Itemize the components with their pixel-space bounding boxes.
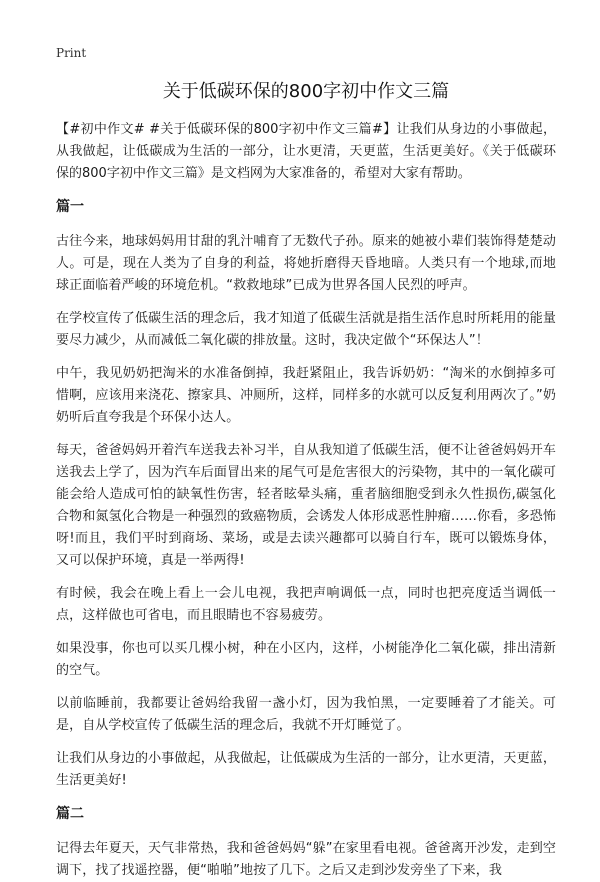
paragraph: 每天，爸爸妈妈开着汽车送我去补习半，自从我知道了低碳生活，便不让爸爸妈妈开车送我去上学了，因为汽车后面冒出来的尾气可是危害很大的污染物，其中的一氧化碳可能会给人造成可怕的缺氧性伤害，轻者眩晕头痛，重者脑细胞受到永久性损伤,碳氢化合物和氮氢化合物是一种强烈的致癌物质，会诱发人体形成恶性肿瘤……你看，多恐怖呀!而且，我们平时到商场、菜场，或是去读兴趣都可以骑自行车，既可以锻炼身体，又可以保护环境，真是一举两得! — [56, 443, 556, 568]
paragraph: 在学校宣传了低碳生活的理念后，我才知道了低碳生活就是指生活作息时所耗用的能量要尽力减少，从而减低二氧化碳的排放量。这时，我决定做个“环保达人”！ — [56, 311, 556, 348]
section-1 — [56, 196, 556, 792]
paragraph: 中午，我见奶奶把淘米的水准备倒掉，我赶紧阻止，我告诉奶奶：“淘米的水倒掉多可惜啊，应该用来浇花、擦家具、冲厕所，这样，同样多的水就可以反复利用两次了。”奶奶听后直夸我是个环保小达人。 — [56, 366, 556, 425]
print-label: Print — [56, 46, 87, 60]
paragraph: 如果没事，你也可以买几棵小树，种在小区内，这样，小树能净化二氧化碳，排出清新的空气。 — [56, 641, 556, 678]
paragraph: 让我们从身边的小事做起，从我做起，让低碳成为生活的一部分，让水更清，天更蓝，生活更美好! — [56, 751, 556, 788]
section-heading: 篇二 — [56, 806, 84, 822]
intro-paragraph: 【#初中作文# #关于低碳环保的800字初中作文三篇#】让我们从身边的小事做起，从我做起，让低碳成为生活的一部分，让水更清，天更蓝，生活更美好。《关于低碳环保的800字初中作文三篇》是文档网为大家准备的，希望对大家有帮助。 — [56, 122, 556, 181]
paragraph: 古往今来，地球妈妈用甘甜的乳汁哺育了无数代子孙。原来的她被小辈们装饰得楚楚动人。可是，现在人类为了自身的利益，将她折磨得天昏地暗。人类只有一个地球,而地球正面临着严峻的环境危机。“救救地球”已成为世界各国人民烈的呼声。 — [56, 234, 556, 293]
document-title: 关于低碳环保的800字初中作文三篇 — [162, 81, 450, 102]
section-heading: 篇一 — [56, 199, 84, 215]
section-2 — [56, 803, 556, 882]
paragraph: 有时候，我会在晚上看上一会儿电视，我把声响调低一点，同时也把亮度适当调低一点，这样做也可省电，而且眼睛也不容易疲劳。 — [56, 586, 556, 623]
paragraph: 以前临睡前，我都要让爸妈给我留一盏小灯，因为我怕黑，一定要睡着了才能关。可是，自从学校宣传了低碳生活的理念后，我就不开灯睡觉了。 — [56, 696, 556, 733]
paragraph: 记得去年夏天，天气非常热，我和爸爸妈妈“躲”在家里看电视。爸爸离开沙发，走到空调下，找了找遥控器，便“啪啪”地按了几下。之后又走到沙发旁坐了下来，我 — [56, 841, 556, 878]
